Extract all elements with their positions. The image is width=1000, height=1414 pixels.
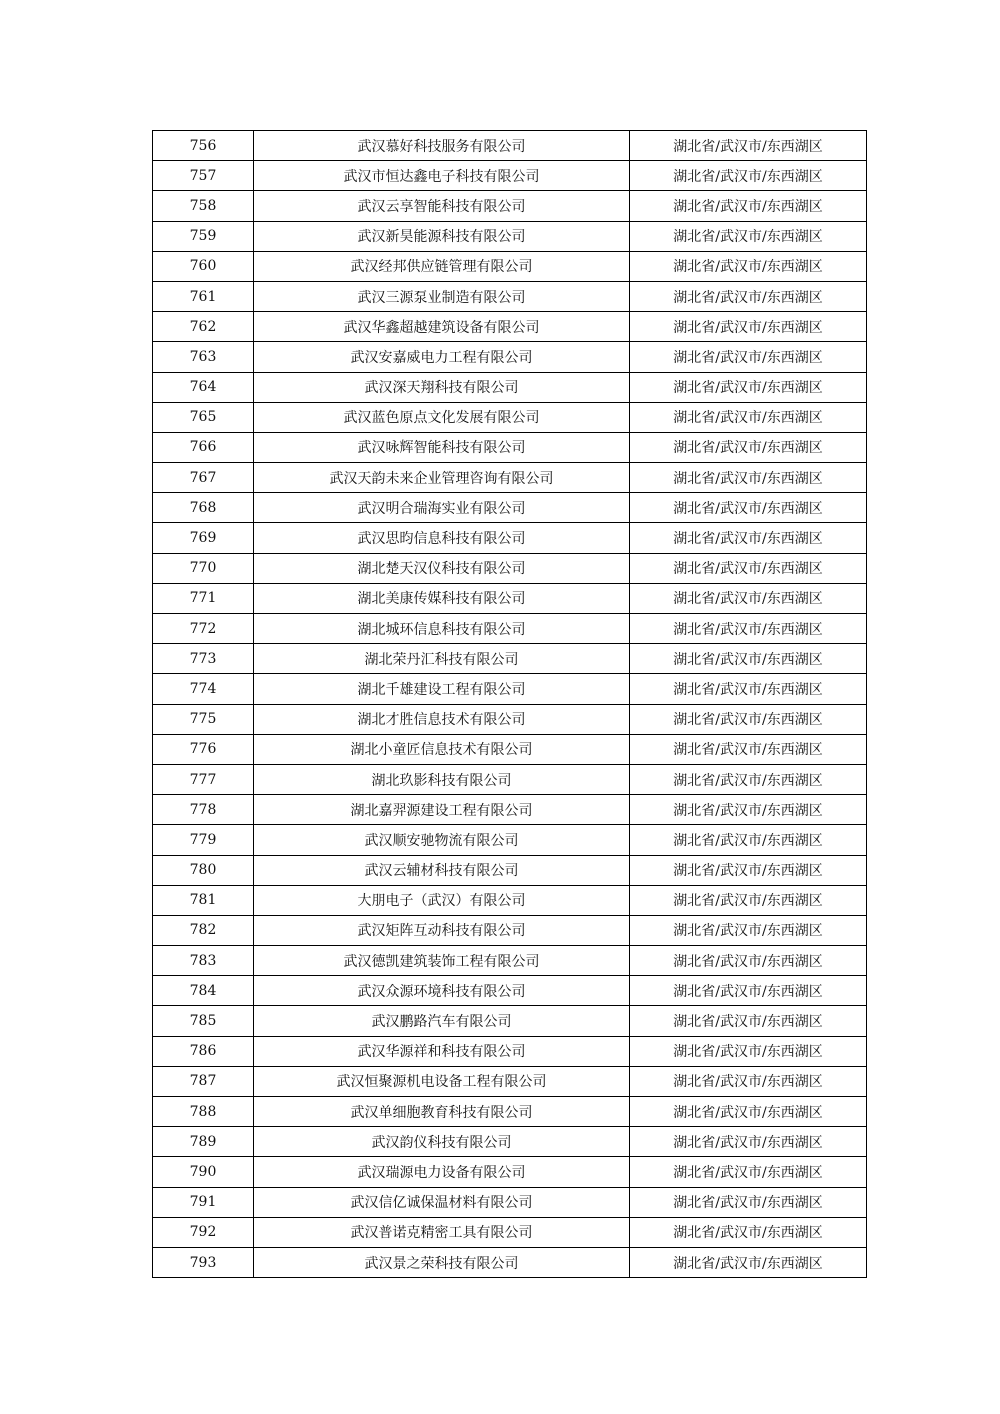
table-row xyxy=(153,795,867,825)
company-name: 武汉景之荣科技有限公司 xyxy=(254,1247,630,1277)
company-name: 武汉矩阵互动科技有限公司 xyxy=(254,915,630,945)
row-number: 774 xyxy=(153,674,254,704)
row-number: 756 xyxy=(153,131,254,161)
company-name: 武汉思昀信息科技有限公司 xyxy=(254,523,630,553)
region-path: 湖北省/武汉市/东西湖区 xyxy=(630,674,867,704)
table-row xyxy=(153,161,867,191)
company-name: 武汉云享智能科技有限公司 xyxy=(254,191,630,221)
row-number: 768 xyxy=(153,493,254,523)
table-row xyxy=(153,281,867,311)
company-name: 湖北嘉羿源建设工程有限公司 xyxy=(254,795,630,825)
region-path: 湖北省/武汉市/东西湖区 xyxy=(630,764,867,794)
table-row xyxy=(153,1217,867,1247)
region-path: 湖北省/武汉市/东西湖区 xyxy=(630,915,867,945)
row-number: 762 xyxy=(153,312,254,342)
company-name: 湖北千雄建设工程有限公司 xyxy=(254,674,630,704)
row-number: 786 xyxy=(153,1036,254,1066)
company-name: 湖北美康传媒科技有限公司 xyxy=(254,583,630,613)
company-name: 武汉三源泵业制造有限公司 xyxy=(254,281,630,311)
company-name: 武汉咏辉智能科技有限公司 xyxy=(254,432,630,462)
row-number: 784 xyxy=(153,976,254,1006)
company-name: 大朋电子（武汉）有限公司 xyxy=(254,885,630,915)
table-row xyxy=(153,764,867,794)
region-path: 湖北省/武汉市/东西湖区 xyxy=(630,734,867,764)
region-path: 湖北省/武汉市/东西湖区 xyxy=(630,704,867,734)
row-number: 776 xyxy=(153,734,254,764)
table-row xyxy=(153,402,867,432)
region-path: 湖北省/武汉市/东西湖区 xyxy=(630,946,867,976)
row-number: 758 xyxy=(153,191,254,221)
company-name: 武汉瑞源电力设备有限公司 xyxy=(254,1157,630,1187)
company-name: 武汉普诺克精密工具有限公司 xyxy=(254,1217,630,1247)
region-path: 湖北省/武汉市/东西湖区 xyxy=(630,1187,867,1217)
table-row xyxy=(153,885,867,915)
company-name: 武汉新昊能源科技有限公司 xyxy=(254,221,630,251)
table-row xyxy=(153,221,867,251)
region-path: 湖北省/武汉市/东西湖区 xyxy=(630,1217,867,1247)
region-path: 湖北省/武汉市/东西湖区 xyxy=(630,131,867,161)
table-row xyxy=(153,1097,867,1127)
row-number: 770 xyxy=(153,553,254,583)
table-row xyxy=(153,915,867,945)
table-row xyxy=(153,432,867,462)
company-name: 武汉天韵未来企业管理咨询有限公司 xyxy=(254,463,630,493)
table-row xyxy=(153,644,867,674)
row-number: 764 xyxy=(153,372,254,402)
table-row xyxy=(153,463,867,493)
table-row xyxy=(153,855,867,885)
row-number: 790 xyxy=(153,1157,254,1187)
region-path: 湖北省/武汉市/东西湖区 xyxy=(630,1066,867,1096)
company-table-body xyxy=(153,131,867,1278)
row-number: 771 xyxy=(153,583,254,613)
region-path: 湖北省/武汉市/东西湖区 xyxy=(630,825,867,855)
table-row xyxy=(153,704,867,734)
table-row xyxy=(153,372,867,402)
company-name: 湖北小童匠信息技术有限公司 xyxy=(254,734,630,764)
table-row xyxy=(153,674,867,704)
company-table xyxy=(152,130,867,1278)
table-row xyxy=(153,946,867,976)
table-row xyxy=(153,251,867,281)
region-path: 湖北省/武汉市/东西湖区 xyxy=(630,644,867,674)
region-path: 湖北省/武汉市/东西湖区 xyxy=(630,553,867,583)
region-path: 湖北省/武汉市/东西湖区 xyxy=(630,1247,867,1277)
row-number: 759 xyxy=(153,221,254,251)
table-row xyxy=(153,734,867,764)
row-number: 760 xyxy=(153,251,254,281)
table-row xyxy=(153,312,867,342)
table-row xyxy=(153,553,867,583)
region-path: 湖北省/武汉市/东西湖区 xyxy=(630,1097,867,1127)
row-number: 777 xyxy=(153,764,254,794)
region-path: 湖北省/武汉市/东西湖区 xyxy=(630,312,867,342)
table-row xyxy=(153,1127,867,1157)
region-path: 湖北省/武汉市/东西湖区 xyxy=(630,281,867,311)
company-name: 武汉顺安驰物流有限公司 xyxy=(254,825,630,855)
row-number: 791 xyxy=(153,1187,254,1217)
table-row xyxy=(153,1036,867,1066)
row-number: 792 xyxy=(153,1217,254,1247)
region-path: 湖北省/武汉市/东西湖区 xyxy=(630,251,867,281)
region-path: 湖北省/武汉市/东西湖区 xyxy=(630,463,867,493)
company-name: 武汉市恒达鑫电子科技有限公司 xyxy=(254,161,630,191)
row-number: 778 xyxy=(153,795,254,825)
row-number: 788 xyxy=(153,1097,254,1127)
region-path: 湖北省/武汉市/东西湖区 xyxy=(630,402,867,432)
row-number: 761 xyxy=(153,281,254,311)
region-path: 湖北省/武汉市/东西湖区 xyxy=(630,614,867,644)
table-row xyxy=(153,1066,867,1096)
table-row xyxy=(153,1157,867,1187)
table-row xyxy=(153,342,867,372)
row-number: 781 xyxy=(153,885,254,915)
table-row xyxy=(153,825,867,855)
region-path: 湖北省/武汉市/东西湖区 xyxy=(630,342,867,372)
table-row xyxy=(153,976,867,1006)
region-path: 湖北省/武汉市/东西湖区 xyxy=(630,523,867,553)
company-name: 武汉韵仪科技有限公司 xyxy=(254,1127,630,1157)
region-path: 湖北省/武汉市/东西湖区 xyxy=(630,372,867,402)
row-number: 772 xyxy=(153,614,254,644)
row-number: 773 xyxy=(153,644,254,674)
region-path: 湖北省/武汉市/东西湖区 xyxy=(630,1157,867,1187)
row-number: 787 xyxy=(153,1066,254,1096)
region-path: 湖北省/武汉市/东西湖区 xyxy=(630,583,867,613)
region-path: 湖北省/武汉市/东西湖区 xyxy=(630,1036,867,1066)
table-row xyxy=(153,1187,867,1217)
company-name: 武汉单细胞教育科技有限公司 xyxy=(254,1097,630,1127)
row-number: 763 xyxy=(153,342,254,372)
row-number: 769 xyxy=(153,523,254,553)
company-name: 武汉深天翔科技有限公司 xyxy=(254,372,630,402)
company-name: 武汉蓝色原点文化发展有限公司 xyxy=(254,402,630,432)
table-row xyxy=(153,1006,867,1036)
row-number: 765 xyxy=(153,402,254,432)
company-name: 武汉经邦供应链管理有限公司 xyxy=(254,251,630,281)
table-row xyxy=(153,614,867,644)
company-name: 武汉众源环境科技有限公司 xyxy=(254,976,630,1006)
region-path: 湖北省/武汉市/东西湖区 xyxy=(630,795,867,825)
table-row xyxy=(153,131,867,161)
row-number: 793 xyxy=(153,1247,254,1277)
row-number: 780 xyxy=(153,855,254,885)
region-path: 湖北省/武汉市/东西湖区 xyxy=(630,855,867,885)
company-name: 武汉云辅材科技有限公司 xyxy=(254,855,630,885)
company-name: 湖北玖影科技有限公司 xyxy=(254,764,630,794)
company-name: 湖北荣丹汇科技有限公司 xyxy=(254,644,630,674)
region-path: 湖北省/武汉市/东西湖区 xyxy=(630,191,867,221)
region-path: 湖北省/武汉市/东西湖区 xyxy=(630,1127,867,1157)
region-path: 湖北省/武汉市/东西湖区 xyxy=(630,885,867,915)
company-name: 湖北城环信息科技有限公司 xyxy=(254,614,630,644)
company-name: 武汉华鑫超越建筑设备有限公司 xyxy=(254,312,630,342)
company-name: 武汉鹏路汽车有限公司 xyxy=(254,1006,630,1036)
table-row xyxy=(153,583,867,613)
company-name: 湖北才胜信息技术有限公司 xyxy=(254,704,630,734)
table-row xyxy=(153,523,867,553)
company-name: 武汉德凯建筑装饰工程有限公司 xyxy=(254,946,630,976)
row-number: 779 xyxy=(153,825,254,855)
company-name: 湖北楚天汉仪科技有限公司 xyxy=(254,553,630,583)
row-number: 766 xyxy=(153,432,254,462)
region-path: 湖北省/武汉市/东西湖区 xyxy=(630,1006,867,1036)
row-number: 789 xyxy=(153,1127,254,1157)
company-name: 武汉信亿诚保温材料有限公司 xyxy=(254,1187,630,1217)
row-number: 767 xyxy=(153,463,254,493)
row-number: 783 xyxy=(153,946,254,976)
row-number: 785 xyxy=(153,1006,254,1036)
region-path: 湖北省/武汉市/东西湖区 xyxy=(630,221,867,251)
company-name: 武汉恒聚源机电设备工程有限公司 xyxy=(254,1066,630,1096)
row-number: 757 xyxy=(153,161,254,191)
region-path: 湖北省/武汉市/东西湖区 xyxy=(630,161,867,191)
company-name: 武汉慕好科技服务有限公司 xyxy=(254,131,630,161)
table-row xyxy=(153,1247,867,1277)
region-path: 湖北省/武汉市/东西湖区 xyxy=(630,976,867,1006)
row-number: 775 xyxy=(153,704,254,734)
region-path: 湖北省/武汉市/东西湖区 xyxy=(630,493,867,523)
table-row xyxy=(153,493,867,523)
company-name: 武汉安嘉威电力工程有限公司 xyxy=(254,342,630,372)
row-number: 782 xyxy=(153,915,254,945)
company-name: 武汉华源祥和科技有限公司 xyxy=(254,1036,630,1066)
table-row xyxy=(153,191,867,221)
region-path: 湖北省/武汉市/东西湖区 xyxy=(630,432,867,462)
company-name: 武汉明合瑞海实业有限公司 xyxy=(254,493,630,523)
